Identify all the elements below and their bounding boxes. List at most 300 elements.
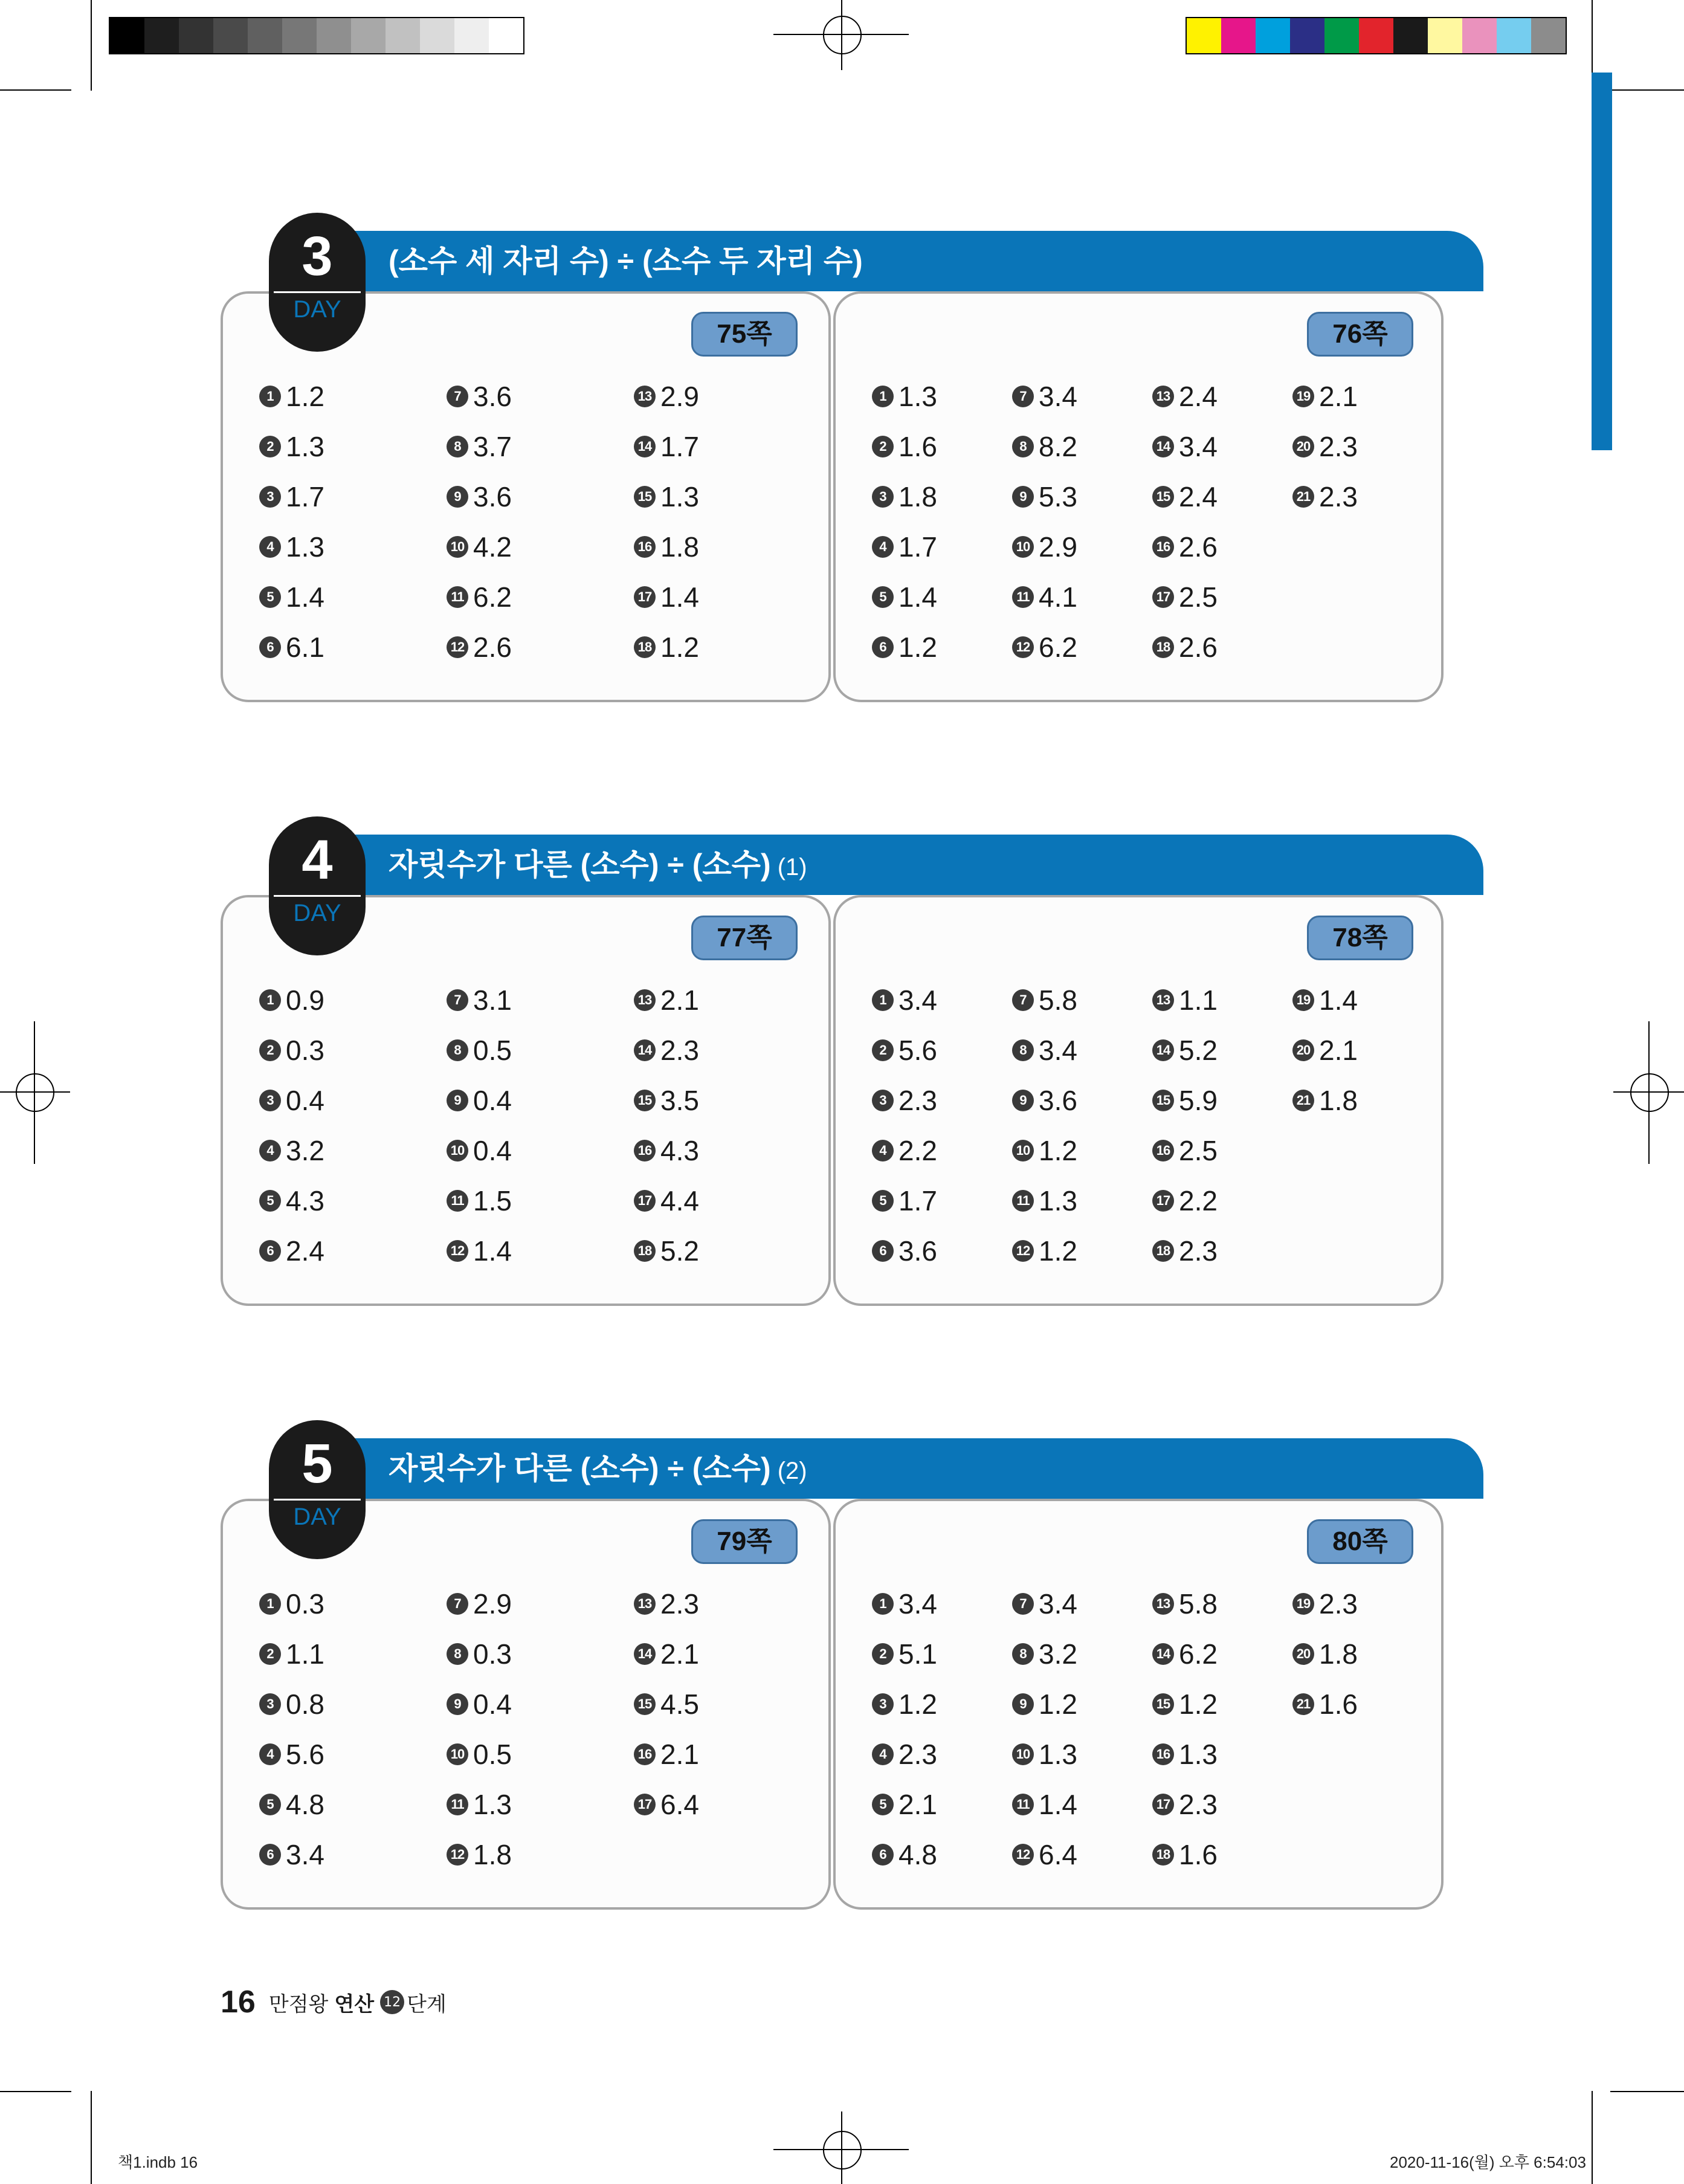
answer-value: 3.6 (1039, 1085, 1077, 1116)
answer-number-badge: 18 (1152, 1240, 1174, 1262)
answer-value: 6.4 (660, 1789, 699, 1820)
answer-number-badge: 15 (634, 486, 656, 508)
answer-value: 3.6 (898, 1235, 937, 1267)
answer-item (634, 1132, 699, 1169)
answer-item (1292, 378, 1358, 415)
day-label: DAY (293, 900, 341, 926)
answer-item (1012, 1233, 1077, 1269)
page-badge: 79쪽 (691, 1519, 798, 1564)
answer-value: 1.3 (1039, 1739, 1077, 1770)
answer-value: 1.6 (898, 431, 937, 462)
answer-value: 2.3 (1319, 1588, 1358, 1620)
registration-mark-icon (823, 2131, 862, 2169)
answer-item (259, 428, 324, 465)
answer-number-badge: 14 (634, 1643, 656, 1665)
answer-item (259, 529, 324, 565)
answer-number-badge: 8 (1012, 436, 1034, 457)
answer-value: 1.4 (1039, 1789, 1077, 1820)
answer-item (872, 1183, 937, 1219)
day-number: 5 (302, 1433, 333, 1494)
slug-file-info: 책1.indb 16 (118, 2153, 198, 2171)
answer-item (1012, 1132, 1077, 1169)
answer-number-badge: 10 (1012, 536, 1034, 558)
gray-swatch (213, 18, 248, 53)
answer-number-badge: 12 (1012, 1844, 1034, 1866)
answer-value: 3.4 (1039, 381, 1077, 412)
answer-value: 4.5 (660, 1688, 699, 1720)
slug-timestamp: 2020-11-16(월) 오후 6:54:03 (1390, 2153, 1586, 2171)
answer-number-badge: 6 (259, 1844, 281, 1866)
registration-mark-icon (823, 16, 862, 54)
answer-item (1152, 1032, 1218, 1068)
right-answer-panel (833, 291, 1444, 702)
answer-number-badge: 5 (259, 1794, 281, 1815)
answer-item (1152, 1586, 1218, 1622)
answer-item (634, 378, 699, 415)
answer-number-badge: 13 (634, 386, 656, 407)
answer-item (259, 1837, 324, 1873)
answer-item (1152, 982, 1218, 1018)
answer-value: 3.5 (660, 1085, 699, 1116)
answer-item (1012, 1636, 1077, 1672)
gray-swatch (179, 18, 213, 53)
stage-label: 단계 (407, 1992, 447, 2017)
answer-number-badge: 16 (634, 1140, 656, 1161)
answer-number-badge: 1 (872, 1593, 894, 1615)
answer-value: 2.4 (1179, 481, 1218, 512)
answer-number-badge: 1 (872, 989, 894, 1011)
answer-number-badge: 11 (1012, 586, 1034, 608)
answer-number-badge: 11 (1012, 1190, 1034, 1212)
answer-number-badge: 8 (1012, 1039, 1034, 1061)
answer-value: 1.7 (286, 481, 324, 512)
day-badge (269, 213, 366, 352)
answer-number-badge: 10 (447, 536, 468, 558)
answer-value: 5.3 (1039, 481, 1077, 512)
answer-value: 2.6 (1179, 632, 1218, 663)
answer-value: 1.8 (473, 1839, 512, 1870)
answer-item (1152, 1786, 1218, 1823)
answer-value: 3.2 (1039, 1638, 1077, 1670)
answer-value: 2.3 (898, 1085, 937, 1116)
right-answer-panel (833, 1499, 1444, 1910)
answer-item (634, 529, 699, 565)
answer-number-badge: 9 (1012, 1090, 1034, 1111)
answer-item (259, 629, 324, 665)
section-title-text: 자릿수가 다른 (소수) ÷ (소수) (389, 848, 771, 882)
answer-value: 3.6 (473, 481, 512, 512)
answer-value: 3.4 (1179, 431, 1218, 462)
answer-value: 2.4 (1179, 381, 1218, 412)
answer-number-badge: 6 (872, 636, 894, 658)
answer-number-badge: 11 (1012, 1794, 1034, 1815)
answer-number-badge: 16 (1152, 536, 1174, 558)
answer-item (872, 1686, 937, 1722)
answer-item (872, 1786, 937, 1823)
day-divider (274, 1499, 361, 1501)
answer-value: 1.3 (286, 431, 324, 462)
answer-value: 1.2 (898, 632, 937, 663)
answer-number-badge: 10 (1012, 1140, 1034, 1161)
answer-item (1012, 1837, 1077, 1873)
answer-number-badge: 9 (1012, 486, 1034, 508)
answer-item (447, 1132, 512, 1169)
answer-value: 2.9 (660, 381, 699, 412)
answer-number-badge: 9 (447, 1693, 468, 1715)
answer-item (447, 1032, 512, 1068)
answer-item (872, 982, 937, 1018)
day-badge (269, 1420, 366, 1559)
answer-value: 5.8 (1039, 984, 1077, 1016)
answer-number-badge: 7 (447, 386, 468, 407)
answer-item (259, 1082, 324, 1119)
answer-value: 2.1 (660, 1739, 699, 1770)
gray-swatch (386, 18, 420, 53)
answer-item (447, 529, 512, 565)
answer-item (447, 579, 512, 615)
answer-number-badge: 4 (872, 536, 894, 558)
answer-value: 6.2 (1039, 632, 1077, 663)
answer-value: 2.5 (1179, 1135, 1218, 1166)
answer-item (1012, 529, 1077, 565)
answer-item (634, 579, 699, 615)
answer-number-badge: 19 (1292, 386, 1314, 407)
answer-number-badge: 3 (872, 1693, 894, 1715)
section-title-suffix: (2) (770, 1458, 807, 1484)
gray-swatch (351, 18, 386, 53)
answer-value: 1.8 (660, 531, 699, 563)
answer-item (872, 1082, 937, 1119)
answer-item (634, 1636, 699, 1672)
answer-item (634, 1233, 699, 1269)
registration-line (0, 1091, 70, 1093)
color-swatch (1497, 18, 1531, 53)
answer-value: 1.8 (1319, 1638, 1358, 1670)
answer-item (447, 1183, 512, 1219)
answer-value: 2.6 (1179, 531, 1218, 563)
answer-number-badge: 6 (872, 1844, 894, 1866)
answer-number-badge: 12 (447, 1844, 468, 1866)
answer-value: 6.4 (1039, 1839, 1077, 1870)
page-badge: 78쪽 (1307, 916, 1413, 960)
answer-item (1152, 378, 1218, 415)
answer-number-badge: 5 (259, 586, 281, 608)
answer-number-badge: 2 (872, 1039, 894, 1061)
answer-value: 2.3 (1319, 431, 1358, 462)
color-swatch (1256, 18, 1290, 53)
answer-value: 5.8 (1179, 1588, 1218, 1620)
answer-item (872, 529, 937, 565)
answer-item (1292, 1586, 1358, 1622)
answer-value: 2.3 (1179, 1789, 1218, 1820)
day-number: 4 (302, 829, 333, 891)
answer-value: 1.1 (1179, 984, 1218, 1016)
answer-number-badge: 19 (1292, 989, 1314, 1011)
answer-number-badge: 12 (1012, 636, 1034, 658)
answer-number-badge: 15 (634, 1090, 656, 1111)
answer-number-badge: 12 (1012, 1240, 1034, 1262)
answer-value: 2.1 (660, 1638, 699, 1670)
answer-number-badge: 3 (259, 1090, 281, 1111)
answer-value: 2.9 (473, 1588, 512, 1620)
answer-value: 0.9 (286, 984, 324, 1016)
answer-number-badge: 11 (447, 1190, 468, 1212)
answer-item (872, 428, 937, 465)
answer-number-badge: 3 (259, 1693, 281, 1715)
answer-item (1152, 579, 1218, 615)
gray-swatch (489, 18, 523, 53)
answer-value: 4.8 (898, 1839, 937, 1870)
color-swatch (1393, 18, 1428, 53)
day-number: 3 (302, 225, 333, 287)
answer-item (872, 479, 937, 515)
answer-value: 2.1 (660, 984, 699, 1016)
answer-value: 2.3 (1179, 1235, 1218, 1267)
answer-value: 1.2 (1039, 1235, 1077, 1267)
color-calibration-bar (1186, 17, 1567, 54)
answer-number-badge: 2 (872, 436, 894, 457)
answer-number-badge: 11 (447, 586, 468, 608)
color-swatch (1187, 18, 1221, 53)
chapter-side-tab (1592, 73, 1612, 450)
answer-value: 0.4 (473, 1135, 512, 1166)
day-label: DAY (293, 296, 341, 323)
answer-item (634, 1183, 699, 1219)
answer-item (872, 1586, 937, 1622)
answer-value: 5.1 (898, 1638, 937, 1670)
gray-swatch (420, 18, 454, 53)
answer-number-badge: 13 (634, 989, 656, 1011)
answer-value: 1.6 (1179, 1839, 1218, 1870)
answer-number-badge: 5 (872, 1190, 894, 1212)
answer-value: 3.4 (286, 1839, 324, 1870)
gray-swatch (248, 18, 282, 53)
answer-number-badge: 14 (1152, 1039, 1174, 1061)
answer-item (447, 1233, 512, 1269)
answer-value: 1.2 (286, 381, 324, 412)
page-badge: 75쪽 (691, 312, 798, 357)
answer-value: 2.3 (660, 1588, 699, 1620)
answer-value: 1.2 (660, 632, 699, 663)
day-badge (269, 816, 366, 955)
answer-item (634, 1586, 699, 1622)
answer-value: 4.4 (660, 1185, 699, 1216)
color-swatch (1221, 18, 1256, 53)
answer-item (1012, 982, 1077, 1018)
answer-item (872, 629, 937, 665)
answer-number-badge: 14 (1152, 1643, 1174, 1665)
answer-number-badge: 2 (259, 1643, 281, 1665)
answer-value: 3.4 (898, 984, 937, 1016)
color-swatch (1359, 18, 1393, 53)
answer-value: 1.4 (473, 1235, 512, 1267)
answer-item (1152, 1132, 1218, 1169)
answer-item (1292, 1636, 1358, 1672)
answer-item (259, 579, 324, 615)
answer-value: 4.8 (286, 1789, 324, 1820)
answer-value: 1.3 (898, 381, 937, 412)
gray-swatch (110, 18, 144, 53)
answer-number-badge: 6 (872, 1240, 894, 1262)
answer-number-badge: 8 (447, 1643, 468, 1665)
answer-item (447, 428, 512, 465)
answer-number-badge: 12 (447, 636, 468, 658)
answer-number-badge: 14 (634, 1039, 656, 1061)
answer-value: 2.6 (473, 632, 512, 663)
answer-item (634, 982, 699, 1018)
crop-mark (1610, 2091, 1684, 2092)
answer-number-badge: 18 (1152, 1844, 1174, 1866)
answer-number-badge: 1 (259, 386, 281, 407)
answer-number-badge: 1 (259, 989, 281, 1011)
answer-number-badge: 8 (1012, 1643, 1034, 1665)
answer-number-badge: 7 (447, 989, 468, 1011)
gray-swatch (317, 18, 351, 53)
answer-item (259, 479, 324, 515)
answer-item (1292, 1032, 1358, 1068)
answer-item (447, 1786, 512, 1823)
answer-value: 1.4 (660, 581, 699, 613)
answer-value: 0.4 (473, 1688, 512, 1720)
answer-number-badge: 12 (447, 1240, 468, 1262)
answer-number-badge: 15 (1152, 486, 1174, 508)
answer-item (1012, 1586, 1077, 1622)
answer-value: 1.4 (286, 581, 324, 613)
section-title-suffix: (1) (770, 854, 807, 880)
registration-mark-icon (16, 1073, 54, 1112)
answer-number-badge: 4 (259, 1743, 281, 1765)
answer-item (1292, 982, 1358, 1018)
answer-item (1012, 1686, 1077, 1722)
answer-number-badge: 8 (447, 1039, 468, 1061)
answer-value: 1.3 (286, 531, 324, 563)
answer-number-badge: 17 (634, 586, 656, 608)
answer-value: 6.2 (473, 581, 512, 613)
answer-number-badge: 16 (1152, 1140, 1174, 1161)
answer-item (634, 428, 699, 465)
answer-number-badge: 18 (1152, 636, 1174, 658)
answer-number-badge: 13 (1152, 989, 1174, 1011)
answer-number-badge: 6 (259, 636, 281, 658)
answer-number-badge: 19 (1292, 1593, 1314, 1615)
answer-value: 8.2 (1039, 431, 1077, 462)
answer-number-badge: 13 (634, 1593, 656, 1615)
answer-value: 1.7 (660, 431, 699, 462)
answer-number-badge: 11 (447, 1794, 468, 1815)
section-title (389, 231, 863, 291)
answer-item (872, 1636, 937, 1672)
book-series: 만점왕 (268, 1992, 329, 2017)
answer-value: 1.3 (1039, 1185, 1077, 1216)
gray-swatch (282, 18, 317, 53)
answer-item (1012, 479, 1077, 515)
answer-item (1012, 378, 1077, 415)
answer-value: 2.3 (1319, 481, 1358, 512)
answer-number-badge: 9 (1012, 1693, 1034, 1715)
answer-item (1012, 1736, 1077, 1772)
answer-item (1152, 1183, 1218, 1219)
answer-number-badge: 7 (1012, 386, 1034, 407)
answer-value: 2.2 (1179, 1185, 1218, 1216)
answer-number-badge: 10 (447, 1140, 468, 1161)
answer-value: 5.9 (1179, 1085, 1218, 1116)
answer-item (1152, 1233, 1218, 1269)
answer-value: 3.4 (898, 1588, 937, 1620)
answer-number-badge: 8 (447, 436, 468, 457)
answer-item (634, 1032, 699, 1068)
answer-value: 2.5 (1179, 581, 1218, 613)
answer-value: 1.2 (1039, 1688, 1077, 1720)
answer-item (259, 1786, 324, 1823)
answer-value: 1.2 (1179, 1688, 1218, 1720)
color-swatch (1428, 18, 1462, 53)
answer-value: 4.3 (660, 1135, 699, 1166)
answer-value: 5.2 (1179, 1035, 1218, 1066)
answer-item (1152, 529, 1218, 565)
answer-value: 1.6 (1319, 1688, 1358, 1720)
answer-number-badge: 5 (259, 1190, 281, 1212)
answer-value: 0.4 (286, 1085, 324, 1116)
answer-item (259, 1032, 324, 1068)
left-answer-panel (221, 1499, 831, 1910)
answer-number-badge: 20 (1292, 1643, 1314, 1665)
answer-item (259, 378, 324, 415)
answer-item (259, 1183, 324, 1219)
answer-number-badge: 7 (1012, 989, 1034, 1011)
answer-number-badge: 7 (1012, 1593, 1034, 1615)
answer-number-badge: 10 (447, 1743, 468, 1765)
answer-item (872, 1132, 937, 1169)
answer-value: 3.1 (473, 984, 512, 1016)
answer-number-badge: 17 (634, 1794, 656, 1815)
answer-item (634, 1736, 699, 1772)
day-label: DAY (293, 1504, 341, 1530)
answer-value: 2.1 (1319, 381, 1358, 412)
answer-item (1292, 479, 1358, 515)
answer-value: 1.5 (473, 1185, 512, 1216)
answer-number-badge: 6 (259, 1240, 281, 1262)
answer-number-badge: 4 (259, 1140, 281, 1161)
answer-value: 1.2 (898, 1688, 937, 1720)
answer-value: 2.3 (660, 1035, 699, 1066)
answer-item (259, 1686, 324, 1722)
answer-value: 4.3 (286, 1185, 324, 1216)
answer-number-badge: 4 (872, 1743, 894, 1765)
answer-item (259, 982, 324, 1018)
answer-value: 0.8 (286, 1688, 324, 1720)
answer-value: 1.3 (1179, 1739, 1218, 1770)
answer-number-badge: 20 (1292, 436, 1314, 457)
gray-swatch (454, 18, 489, 53)
answer-item (872, 378, 937, 415)
answer-number-badge: 2 (259, 1039, 281, 1061)
answer-item (259, 1636, 324, 1672)
answer-item (1012, 1183, 1077, 1219)
answer-value: 1.4 (1319, 984, 1358, 1016)
color-swatch (1290, 18, 1324, 53)
answer-number-badge: 9 (447, 1090, 468, 1111)
answer-value: 1.7 (898, 1185, 937, 1216)
answer-item (1012, 1082, 1077, 1119)
page-number: 16 (221, 1985, 256, 2020)
answer-number-badge: 20 (1292, 1039, 1314, 1061)
answer-item (447, 629, 512, 665)
answer-item (447, 378, 512, 415)
day-divider (274, 291, 361, 293)
answer-item (634, 1786, 699, 1823)
answer-value: 2.4 (286, 1235, 324, 1267)
book-subject: 연산 (334, 1992, 375, 2017)
